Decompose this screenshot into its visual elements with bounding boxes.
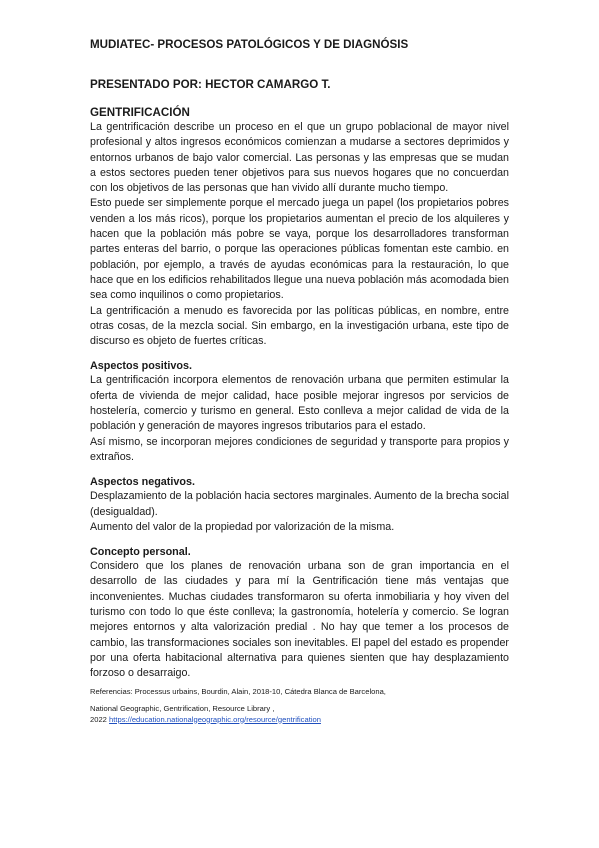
- reference-2: [90, 704, 509, 725]
- negative-heading: Aspectos negativos.: [90, 476, 196, 489]
- positive-heading: Aspectos positivos.: [90, 360, 192, 373]
- personal-heading: Concepto personal.: [90, 546, 191, 559]
- intro-paragraph-3: La gentrificación a menudo es favorecida por las políticas públicas, en nombre, entre otras cosas, de la mezcla social. Sin embargo, en la investigación urbana, este tipo de discurso es objeto de fuertes críticas.: [90, 304, 509, 348]
- reference-2-source: National Geographic, Gentrification, Resource Library ,: [90, 704, 275, 713]
- presented-by: PRESENTADO POR: HECTOR CAMARGO T.: [90, 78, 331, 91]
- intro-paragraph-2: Esto puede ser simplemente porque el mercado juega un papel (los propietarios pobres venden a los más ricos), porque los propietarios aumentan el precio de los alquileres y hacen que la población más pobre se vaya, porque los desarrolladores transforman partes enteras del barrio, o porque las operaciones públicas fomentan este cambio. en población, por ejemplo, a través de ayudas económicas para la restauración, lo que hace que en los edificios rehabilitados llegue una nueva población más acomodada bien sea como inquilinos o como propietarios.: [90, 197, 509, 302]
- reference-2-year: 2022: [90, 714, 107, 724]
- personal-paragraph: Considero que los planes de renovación urbana son de gran importancia en el desarrollo de las ciudades y para mí la Gentrificación tiene más ventajas que inconvenientes. Muchas ciudades transformaron su oferta inmobiliaria y hoy viven del turismo con todo lo que éste conlleva; la gastronomía, hotelería y comercio. Se logran mejores entornos y alta valorización predial . No hay que temer a los procesos de cambio, las transformaciones sociales son inevitables. El papel del estado es propender por una oferta habitacional alternativa para quienes sienten que hay desplazamiento forzoso o desarraigo.: [90, 560, 509, 680]
- reference-1: Referencias: Processus urbains, Bourdin, Alain, 2018-10, Cátedra Blanca de Barcelona,: [90, 686, 386, 696]
- negative-paragraph-2: Aumento del valor de la propiedad por valorización de la misma.: [90, 520, 395, 533]
- positive-paragraph-2: Así mismo, se incorporan mejores condiciones de seguridad y transporte para propios y extraños.: [90, 435, 509, 463]
- positive-paragraph-1: La gentrificación incorpora elementos de renovación urbana que permiten estimular la oferta de vivienda de mejor calidad, hace posible mejorar ingresos por servicios de hostelería, comercio y turismo en general. Esto conlleva a mejor calidad de vida de la población y generación de mayores ingresos tributarios para el estado.: [90, 374, 509, 433]
- reference-2-link[interactable]: https://education.nationalgeographic.org/resource/gentrification: [109, 714, 321, 724]
- topic-title: GENTRIFICACIÓN: [90, 106, 190, 119]
- intro-paragraph-1: La gentrificación describe un proceso en el que un grupo poblacional de mayor nivel profesional y altos ingresos económicos comienzan a mudarse a sectores deprimidos y entornos urbanos de bajo valor comercial. Las personas y las empresas que se mudan a estos sectores pueden tener objetivos para sus nuevos hogares que no concuerdan con los objetivos de las personas que han vivido allí durante mucho tiempo.: [90, 121, 509, 195]
- negative-paragraph-1: Desplazamiento de la población hacia sectores marginales. Aumento de la brecha social (desigualdad).: [90, 490, 509, 518]
- course-title: MUDIATEC- PROCESOS PATOLÓGICOS Y DE DIAGNÓSIS: [90, 38, 409, 51]
